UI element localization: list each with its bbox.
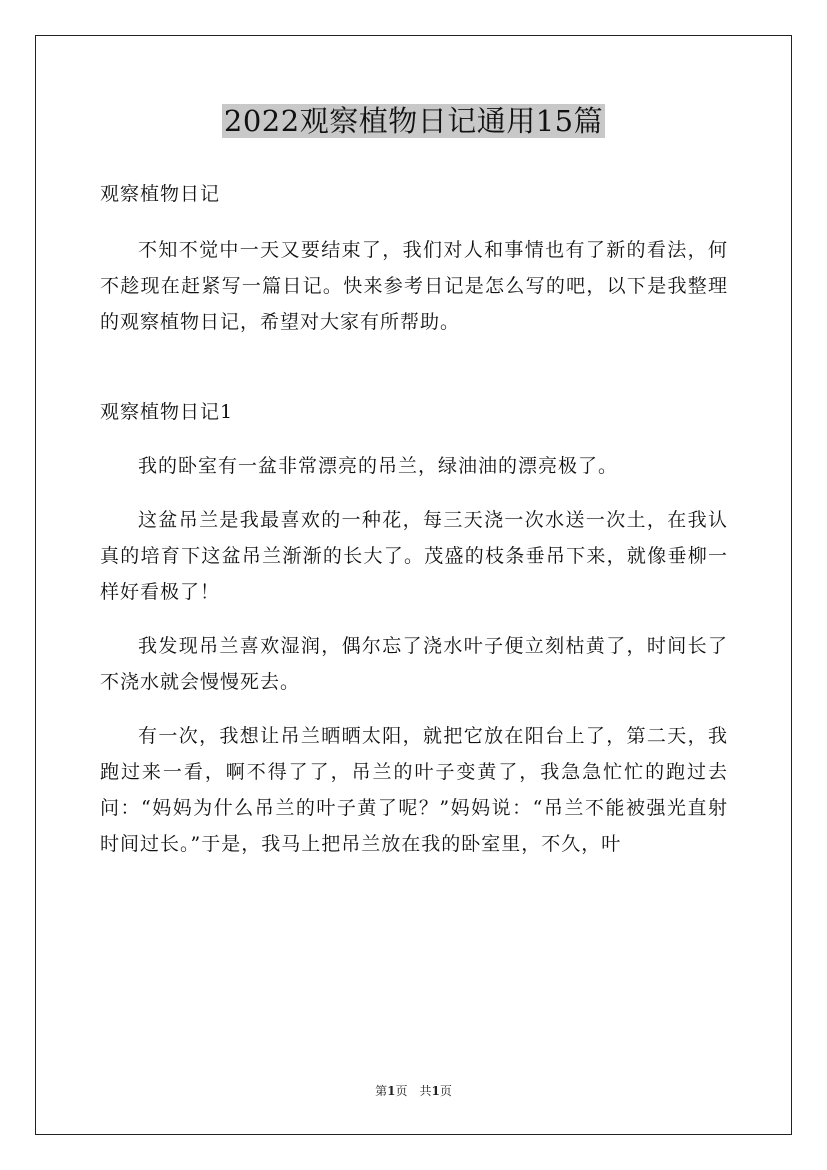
page-footer [0,1083,827,1099]
document-title [0,100,827,142]
body-paragraph: 我发现吊兰喜欢湿润，偶尔忘了浇水叶子便立刻枯黄了，时间长了不浇水就会慢慢死去。 [100,635,728,693]
section-heading: 观察植物日记1 [100,401,234,423]
page-number-current: 1 [387,1084,396,1098]
document-body [100,176,728,880]
body-paragraph: 有一次，我想让吊兰晒晒太阳，就把它放在阳台上了，第二天，我跑过来一看，啊不得了了，吊兰的叶子变黄了，我急急忙忙的跑过去问：“妈妈为什么吊兰的叶子黄了呢？”妈妈说：“吊兰不能被强光直射时间过长。”于是，我马上把吊兰放在我的卧室里，不久，叶 [100,725,728,855]
intro-paragraph: 不知不觉中一天又要结束了，我们对人和事情也有了新的看法，何不趁现在赶紧写一篇日记。快来参考日记是怎么写的吧，以下是我整理的观察植物日记，希望对大家有所帮助。 [100,239,728,333]
page-label-prefix: 第 [375,1084,388,1098]
intro-heading: 观察植物日记 [100,183,221,205]
page-label-suffix: 页 [439,1084,452,1098]
page-number-total: 1 [431,1084,440,1098]
page-label-mid: 页 共 [395,1084,432,1098]
body-paragraph: 我的卧室有一盆非常漂亮的吊兰，绿油油的漂亮极了。 [138,455,619,477]
document-title-text: 2022观察植物日记通用15篇 [223,104,604,138]
body-paragraph: 这盆吊兰是我最喜欢的一种花，每三天浇一次水送一次土，在我认真的培育下这盆吊兰渐渐的长大了。茂盛的枝条垂吊下来，就像垂柳一样好看极了！ [100,509,728,603]
